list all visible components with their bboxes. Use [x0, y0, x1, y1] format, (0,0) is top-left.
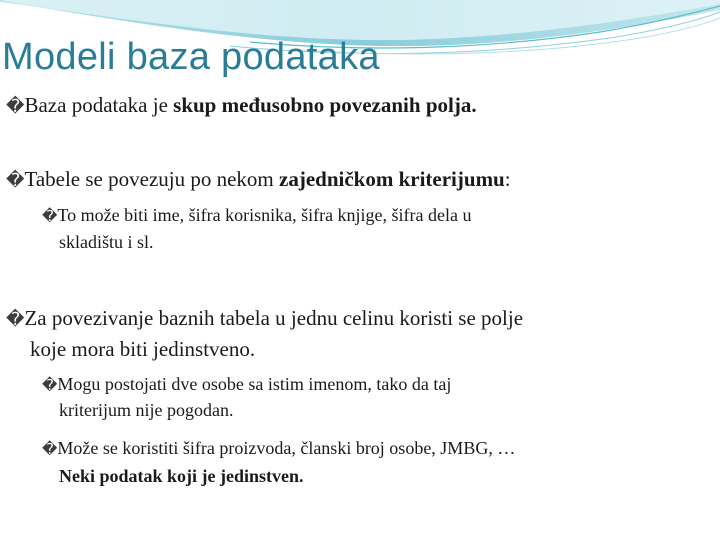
bullet-text: Za povezivanje baznih tabela u jednu celinu koristi se polje — [24, 306, 524, 330]
bullet-glyph-icon: � — [6, 170, 25, 191]
sub-bullet-text-bold: Neki podatak koji je jedinstven. — [59, 466, 304, 486]
bullet-continuation: koje mora biti jedinstveno. — [30, 337, 256, 361]
bullet-item — [6, 92, 477, 120]
sub-bullet-continuation — [59, 464, 304, 488]
sub-bullet-continuation: skladištu i sl. — [59, 232, 154, 252]
bullet-item — [6, 166, 511, 194]
sub-bullet-item — [42, 203, 472, 228]
bullet-text: : — [504, 167, 511, 191]
bullet-text: Tabele se povezuju po nekom — [24, 167, 280, 191]
bullet-glyph-icon: � — [42, 207, 58, 225]
bullet-item — [6, 305, 523, 333]
sub-bullet-text: To može biti ime, šifra korisnika, šifra knjige, šifra dela u — [57, 205, 472, 225]
sub-bullet-continuation: kriterijum nije pogodan. — [59, 400, 234, 420]
sub-bullet-item — [42, 436, 515, 461]
bullet-glyph-icon: � — [42, 440, 58, 458]
slide-title: Modeli baza podataka — [2, 36, 380, 78]
bullet-text-bold: skup međusobno povezanih polja. — [173, 93, 477, 117]
bullet-glyph-icon: � — [42, 376, 58, 394]
bullet-text-bold: zajedničkom kriterijumu — [279, 167, 505, 191]
sub-bullet-text: Može se koristiti šifra proizvoda, članski broj osobe, JMBG, … — [57, 438, 516, 458]
bullet-text: Baza podataka je — [24, 93, 174, 117]
sub-bullet-text: Mogu postojati dve osobe sa istim imenom, tako da taj — [57, 374, 452, 394]
sub-bullet-item — [42, 372, 451, 397]
bullet-glyph-icon: � — [6, 96, 25, 117]
bullet-glyph-icon: � — [6, 309, 25, 330]
